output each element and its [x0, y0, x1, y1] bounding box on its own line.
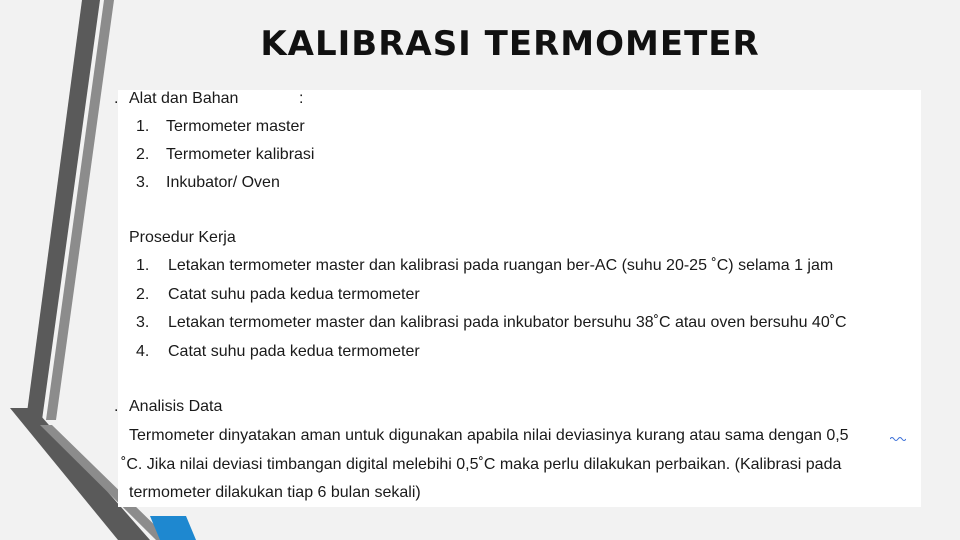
- section1-colon: :: [299, 90, 304, 107]
- section1-item: Inkubator/ Oven: [166, 174, 280, 191]
- section2-heading: Prosedur Kerja: [129, 229, 236, 246]
- section1-item-number: 3.: [136, 174, 150, 191]
- section2-item: Catat suhu pada kedua termometer: [168, 286, 420, 303]
- section3-marker: .: [114, 398, 119, 415]
- section2-item-number: 3.: [136, 314, 150, 331]
- slide-title: KALIBRASI TERMOMETER: [260, 24, 760, 64]
- section2-item: Catat suhu pada kedua termometer: [168, 343, 420, 360]
- section2-item-number: 2.: [136, 286, 150, 303]
- section1-item-number: 1.: [136, 118, 150, 135]
- section2-item-number: 1.: [136, 257, 150, 274]
- section1-heading: Alat dan Bahan: [129, 90, 239, 107]
- section1-item-number: 2.: [136, 146, 150, 163]
- section2-item: Letakan termometer master dan kalibrasi pada inkubator bersuhu 38˚C atau oven bersuhu 40˚C: [168, 314, 847, 331]
- section3-paragraph-line: termometer dilakukan tiap 6 bulan sekali): [129, 484, 421, 501]
- document-image: [114, 90, 921, 507]
- section1-marker: .: [114, 90, 119, 107]
- spellcheck-underline: [890, 436, 906, 442]
- section1-item: Termometer master: [166, 118, 305, 135]
- section2-item: Letakan termometer master dan kalibrasi pada ruangan ber-AC (suhu 20-25 ˚C) selama 1 jam: [168, 257, 834, 274]
- section3-paragraph-line: Termometer dinyatakan aman untuk digunakan apabila nilai deviasinya kurang atau sama dengan 0,5: [129, 427, 849, 444]
- section3-heading: Analisis Data: [129, 398, 223, 415]
- section2-item-number: 4.: [136, 343, 150, 360]
- section1-item: Termometer kalibrasi: [166, 146, 315, 163]
- section3-paragraph-line: ˚C. Jika nilai deviasi timbangan digital melebihi 0,5˚C maka perlu dilakukan perbaikan. (Kalibrasi pada: [121, 456, 842, 473]
